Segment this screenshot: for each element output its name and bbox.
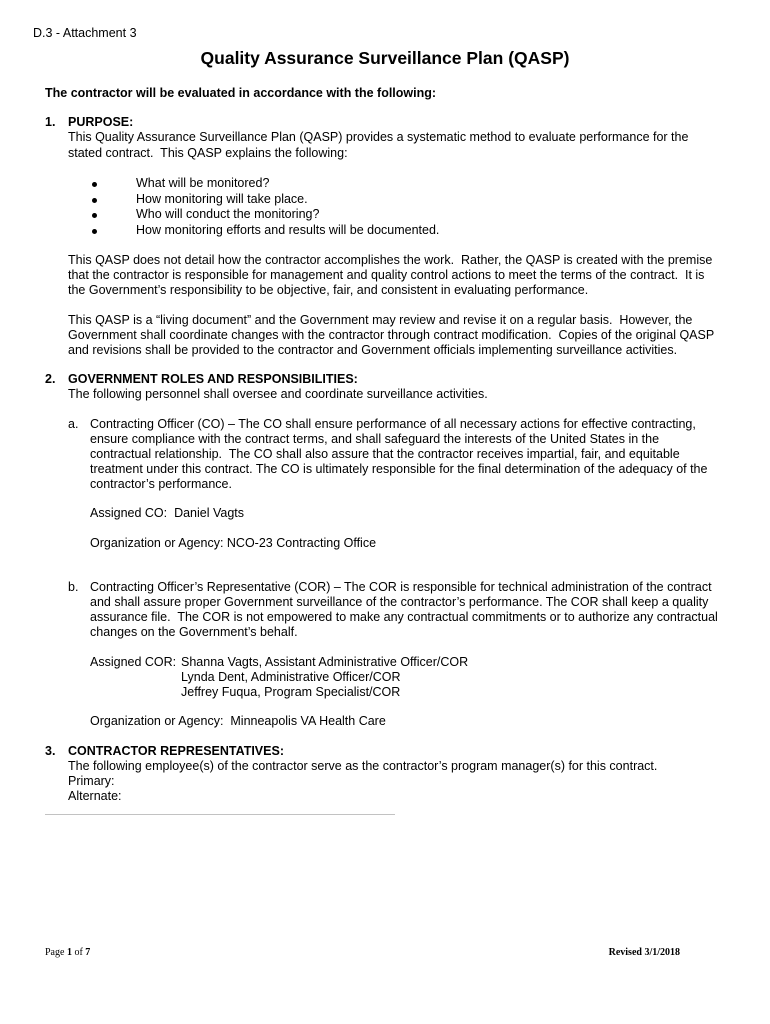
body-line: that the contractor is responsible for management and quality control actions to meet the terms of the contract. It is: [68, 268, 705, 282]
assigned-cor-name: Shanna Vagts, Assistant Administrative Officer/COR: [181, 655, 469, 669]
body-line: The following employee(s) of the contractor serve as the contractor’s program manager(s) for this contract.: [68, 759, 658, 773]
list-item-text: What will be monitored?: [136, 176, 270, 190]
body-line: This QASP is a “living document” and the Government may review and revise it on a regular basis. However, the: [68, 313, 693, 327]
list-item-text: How monitoring will take place.: [136, 192, 308, 206]
body-line: This Quality Assurance Surveillance Plan (QASP) provides a systematic method to evaluate performance for the: [68, 130, 689, 144]
body-line: contractual relationship. The CO shall also assure that the contractor receives impartial, fair, and equitable: [90, 447, 680, 461]
organization-value: NCO-23 Contracting Office: [226, 536, 377, 550]
assigned-co-label: Assigned CO:: [90, 506, 168, 520]
body-line: and shall assure proper Government surveillance of the contractor’s performance. The COR shall keep a quality: [90, 595, 709, 609]
assigned-co: [90, 506, 244, 521]
organization-label: Organization or Agency:: [90, 536, 224, 550]
section-number: 3.: [45, 744, 56, 758]
section-number: 1.: [45, 115, 56, 129]
of-word: of: [74, 947, 83, 958]
section-number: 2.: [45, 372, 56, 386]
body-line: The following personnel shall oversee and coordinate surveillance activities.: [68, 387, 488, 401]
page-number: [45, 947, 90, 959]
section-heading: CONTRACTOR REPRESENTATIVES:: [68, 744, 284, 758]
page-word: Page: [45, 947, 65, 958]
organization-line: [90, 536, 376, 551]
intro-statement: The contractor will be evaluated in accordance with the following:: [45, 86, 437, 100]
body-line: Contracting Officer (CO) – The CO shall ensure performance of all necessary actions for effective contracting,: [90, 417, 696, 431]
total-pages: 7: [85, 947, 91, 958]
body-line: ensure compliance with the contract terms, and shall safeguard the interests of the United States in the: [90, 432, 660, 446]
body-line: This QASP does not detail how the contractor accomplishes the work. Rather, the QASP is created with the premise: [68, 253, 713, 267]
body-line: stated contract. This QASP explains the following:: [68, 146, 348, 160]
attachment-label: D.3 - Attachment 3: [33, 26, 137, 40]
assigned-cor-name: Lynda Dent, Administrative Officer/COR: [181, 670, 401, 684]
body-line: assurance file. The COR is not empowered to make any contractual commitments or to authorize any contractual: [90, 610, 718, 624]
separator-line: [45, 814, 395, 815]
alternate-label: Alternate:: [68, 789, 122, 803]
assigned-cor-label: Assigned COR:: [90, 655, 177, 669]
list-item-text: How monitoring efforts and results will be documented.: [136, 223, 440, 237]
organization-line: [90, 714, 386, 729]
bullet-icon: [92, 213, 97, 218]
body-line: the Government’s responsibility to be objective, fair, and consistent in evaluating performance.: [68, 283, 589, 297]
document-title: Quality Assurance Surveillance Plan (QASP): [200, 48, 570, 68]
section-heading: GOVERNMENT ROLES AND RESPONSIBILITIES:: [68, 372, 358, 386]
item-letter: a.: [68, 417, 79, 431]
bullet-icon: [92, 182, 97, 187]
list-item-text: Who will conduct the monitoring?: [136, 207, 320, 221]
body-line: changes on the Government’s behalf.: [90, 625, 298, 639]
organization-label: Organization or Agency:: [90, 714, 224, 728]
item-letter: b.: [68, 580, 79, 594]
body-line: Government shall coordinate changes with the contractor through contract modification. Copies of the original QASP: [68, 328, 715, 342]
body-line: contractor’s performance.: [90, 477, 232, 491]
body-line: and revisions shall be provided to the contractor and Government officials implementing surveillance activities.: [68, 343, 678, 357]
bullet-icon: [92, 229, 97, 234]
assigned-cor-name: Jeffrey Fuqua, Program Specialist/COR: [181, 685, 401, 699]
primary-label: Primary:: [68, 774, 115, 788]
body-line: treatment under this contract. The CO is ultimately responsible for the final determination of the adequacy of the: [90, 462, 708, 476]
assigned-co-name: Daniel Vagts: [174, 506, 245, 520]
current-page: 1: [66, 947, 72, 958]
revision-date: Revised 3/1/2018: [608, 947, 680, 958]
section-heading: PURPOSE:: [68, 115, 134, 129]
organization-value: Minneapolis VA Health Care: [230, 714, 386, 728]
body-line: Contracting Officer’s Representative (COR) – The COR is responsible for technical administration of the contract: [90, 580, 712, 594]
bullet-icon: [92, 198, 97, 203]
